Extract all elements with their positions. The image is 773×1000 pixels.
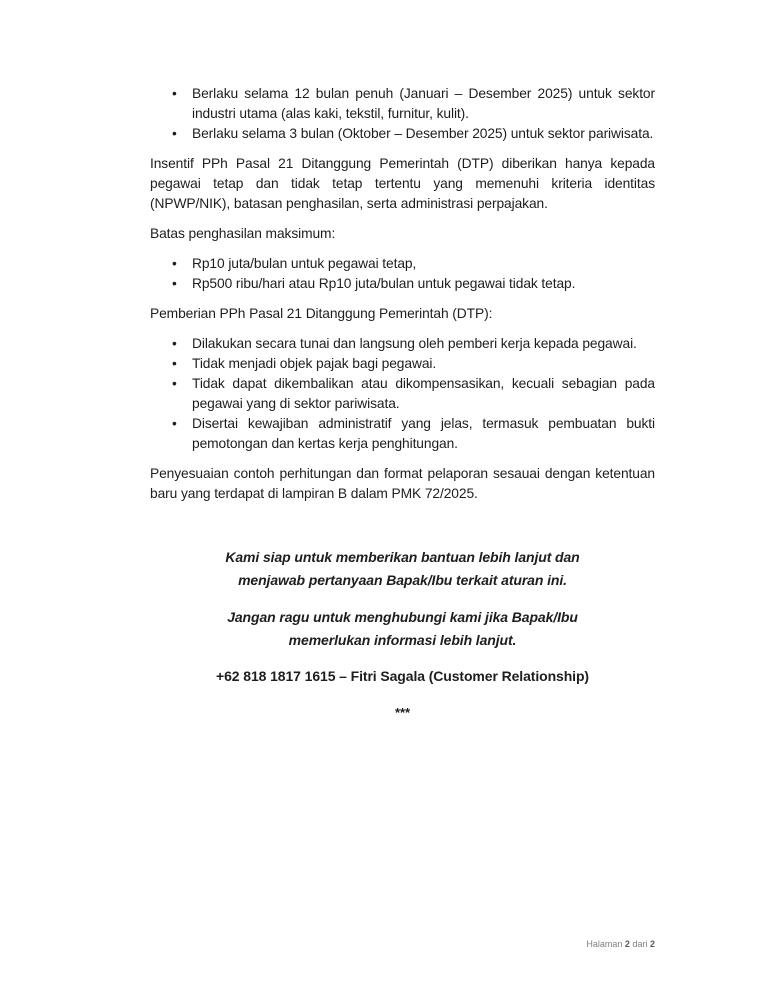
list-item: • Dilakukan secara tunai dan langsung oleh pemberi kerja kepada pegawai. [192, 334, 655, 354]
footer-total-pages: 2 [649, 939, 655, 949]
paragraph-insentif: Insentif PPh Pasal 21 Ditanggung Pemerintah (DTP) diberikan hanya kepada pegawai tetap dan tidak tetap tertentu yang memenuhi kriteria identitas (NPWP/NIK), batasan penghasilan, serta administrasi perpajakan. [150, 156, 655, 211]
list-item: • Tidak menjadi objek pajak bagi pegawai. [192, 354, 655, 374]
page-footer [0, 938, 655, 950]
list-item: • Tidak dapat dikembalikan atau dikompensasikan, kecuali sebagian pada pegawai yang di sektor pariwisata. [192, 374, 655, 414]
contact-line: +62 818 1817 1615 – Fitri Sagala (Customer Relationship) [216, 668, 589, 684]
list-item: • Berlaku selama 12 bulan penuh (Januari – Desember 2025) untuk sektor industri utama (alas kaki, tekstil, furnitur, kulit). [192, 84, 655, 124]
paragraph-penyesuaian: Penyesuaian contoh perhitungan dan format pelaporan sesauai dengan ketentuan baru yang terdapat di lampiran B dalam PMK 72/2025. [150, 466, 655, 501]
list-item: • Disertai kewajiban administratif yang jelas, termasuk pembuatan bukti pemotongan dan kertas kerja penghitungan. [192, 414, 655, 454]
footer-page-number: 2 [624, 939, 630, 949]
end-of-document-marker: *** [395, 705, 410, 720]
bullet-list-pemberian [150, 334, 655, 454]
closing-statement-2: Jangan ragu untuk menghubungi kami jika Bapak/Ibu memerlukan informasi lebih lanjut. [227, 609, 578, 648]
closing-statement-1: Kami siap untuk memberikan bantuan lebih lanjut dan menjawab pertanyaan Bapak/Ibu terkait aturan ini. [225, 549, 580, 588]
document-body [150, 84, 655, 736]
list-item: • Rp500 ribu/hari atau Rp10 juta/bulan untuk pegawai tidak tetap. [192, 274, 655, 294]
heading-batas-penghasilan: Batas penghasilan maksimum: [150, 226, 336, 241]
bullet-list-batas [150, 254, 655, 294]
heading-pemberian: Pemberian PPh Pasal 21 Ditanggung Pemerintah (DTP): [150, 306, 493, 321]
list-item: • Berlaku selama 3 bulan (Oktober – Desember 2025) untuk sektor pariwisata. [192, 124, 655, 144]
list-item: • Rp10 juta/bulan untuk pegawai tetap, [192, 254, 655, 274]
bullet-list-berlaku [150, 84, 655, 144]
footer-label-halaman: Halaman [586, 939, 623, 949]
footer-label-dari: dari [632, 939, 648, 949]
